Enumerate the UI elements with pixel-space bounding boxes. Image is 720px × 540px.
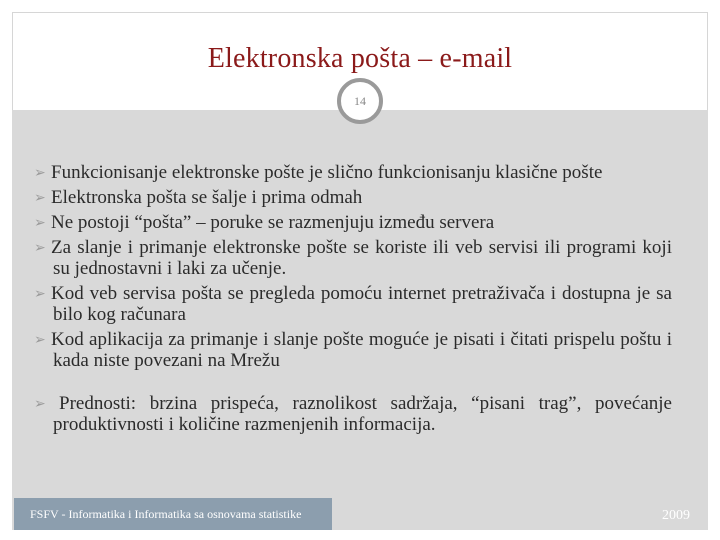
list-item — [12, 283, 672, 325]
bullet-list — [12, 162, 672, 439]
list-item — [12, 393, 672, 435]
arrow-bullet-icon: ➢ — [34, 241, 46, 256]
bullet-text: Elektronska pošta se šalje i prima odmah — [51, 187, 363, 208]
footer-bar — [14, 498, 332, 530]
bullet-text: Ne postoji “pošta” – poruke se razmenjuju između servera — [51, 212, 495, 233]
bullet-text: Kod veb servisa pošta se pregleda pomoću internet pretraživača i dostupna je sa bilo kog računara — [51, 283, 672, 325]
list-item — [12, 162, 672, 183]
page-number: 14 — [354, 93, 366, 108]
bullet-text: Za slanje i primanje elektronske pošte se koriste ili veb servisi ili programi koji su jednostavni i laki za učenje. — [51, 237, 672, 279]
page-number-badge — [337, 78, 383, 124]
arrow-bullet-icon: ➢ — [34, 216, 46, 231]
bullet-text: Funkcionisanje elektronske pošte je slično funkcionisanju klasične pošte — [51, 162, 603, 183]
footer-year: 2009 — [662, 508, 690, 523]
bullet-text: Kod aplikacija za primanje i slanje pošte moguće je pisati i čitati prispelu poštu i kada niste povezani na Mrežu — [51, 329, 672, 371]
footer-text: FSFV - Informatika i Informatika sa osnovama statistike — [30, 506, 302, 521]
arrow-bullet-icon: ➢ — [34, 166, 46, 181]
list-item — [12, 212, 672, 233]
arrow-bullet-icon: ➢ — [34, 333, 46, 348]
list-item — [12, 329, 672, 371]
list-item — [12, 237, 672, 279]
list-item — [12, 187, 672, 208]
arrow-bullet-icon: ➢ — [34, 191, 46, 206]
arrow-bullet-icon: ➢ — [34, 287, 46, 302]
slide-title: Elektronska pošta – e-mail — [207, 43, 513, 74]
arrow-bullet-icon: ➢ — [34, 397, 46, 412]
bullet-text: Prednosti: brzina prispeća, raznolikost sadržaja, “pisani trag”, povećanje produktivnosti i količine razmenjenih informacija. — [53, 393, 672, 435]
